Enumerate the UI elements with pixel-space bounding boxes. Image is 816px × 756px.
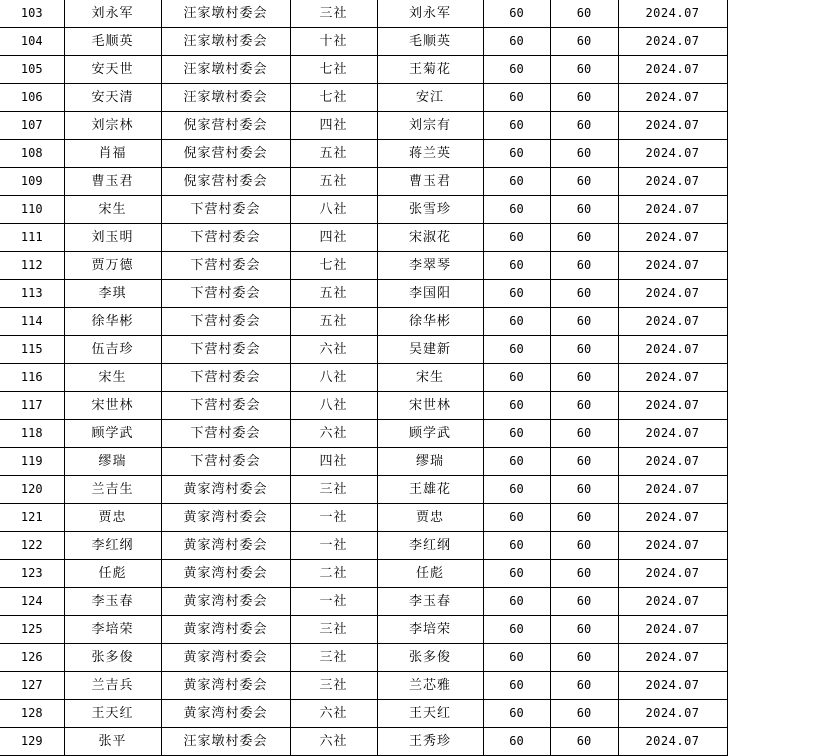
- cell-village: 黄家湾村委会: [161, 644, 290, 672]
- cell-group: 十社: [290, 28, 377, 56]
- cell-group: 八社: [290, 196, 377, 224]
- cell-group: 三社: [290, 476, 377, 504]
- cell-amount-b: 60: [550, 588, 618, 616]
- table-row: [0, 308, 727, 336]
- cell-village: 下营村委会: [161, 224, 290, 252]
- cell-date: 2024.07: [618, 364, 727, 392]
- cell-amount-b: 60: [550, 28, 618, 56]
- cell-payee: 王天红: [377, 700, 483, 728]
- cell-amount-b: 60: [550, 504, 618, 532]
- cell-group: 四社: [290, 224, 377, 252]
- table-row: [0, 224, 727, 252]
- cell-date: 2024.07: [618, 672, 727, 700]
- cell-row-number: 124: [0, 588, 64, 616]
- cell-name: 刘玉明: [64, 224, 161, 252]
- cell-row-number: 116: [0, 364, 64, 392]
- cell-row-number: 108: [0, 140, 64, 168]
- cell-group: 五社: [290, 140, 377, 168]
- cell-row-number: 126: [0, 644, 64, 672]
- cell-amount-a: 60: [483, 308, 550, 336]
- cell-group: 五社: [290, 280, 377, 308]
- table-row: [0, 420, 727, 448]
- cell-date: 2024.07: [618, 280, 727, 308]
- table-row: [0, 0, 727, 28]
- cell-village: 黄家湾村委会: [161, 560, 290, 588]
- cell-village: 倪家营村委会: [161, 112, 290, 140]
- cell-name: 宋生: [64, 364, 161, 392]
- cell-name: 安天清: [64, 84, 161, 112]
- cell-date: 2024.07: [618, 28, 727, 56]
- cell-group: 三社: [290, 672, 377, 700]
- cell-village: 黄家湾村委会: [161, 532, 290, 560]
- table-row: [0, 560, 727, 588]
- cell-name: 宋生: [64, 196, 161, 224]
- cell-village: 黄家湾村委会: [161, 700, 290, 728]
- cell-payee: 宋生: [377, 364, 483, 392]
- cell-amount-a: 60: [483, 560, 550, 588]
- cell-amount-a: 60: [483, 728, 550, 756]
- cell-group: 三社: [290, 0, 377, 28]
- cell-amount-b: 60: [550, 196, 618, 224]
- cell-row-number: 104: [0, 28, 64, 56]
- cell-date: 2024.07: [618, 112, 727, 140]
- cell-amount-b: 60: [550, 420, 618, 448]
- cell-name: 张平: [64, 728, 161, 756]
- cell-payee: 贾忠: [377, 504, 483, 532]
- cell-group: 八社: [290, 364, 377, 392]
- cell-payee: 蒋兰英: [377, 140, 483, 168]
- table-row: [0, 644, 727, 672]
- cell-amount-b: 60: [550, 644, 618, 672]
- cell-row-number: 106: [0, 84, 64, 112]
- cell-amount-a: 60: [483, 0, 550, 28]
- cell-payee: 李玉春: [377, 588, 483, 616]
- table-row: [0, 252, 727, 280]
- cell-date: 2024.07: [618, 644, 727, 672]
- table-row: [0, 504, 727, 532]
- cell-amount-b: 60: [550, 532, 618, 560]
- cell-name: 李琪: [64, 280, 161, 308]
- cell-row-number: 129: [0, 728, 64, 756]
- cell-date: 2024.07: [618, 224, 727, 252]
- cell-village: 下营村委会: [161, 196, 290, 224]
- cell-amount-a: 60: [483, 196, 550, 224]
- cell-amount-a: 60: [483, 504, 550, 532]
- cell-village: 下营村委会: [161, 308, 290, 336]
- cell-row-number: 120: [0, 476, 64, 504]
- cell-amount-b: 60: [550, 700, 618, 728]
- cell-amount-b: 60: [550, 364, 618, 392]
- cell-payee: 刘宗有: [377, 112, 483, 140]
- cell-payee: 安江: [377, 84, 483, 112]
- cell-payee: 王秀珍: [377, 728, 483, 756]
- cell-payee: 张雪珍: [377, 196, 483, 224]
- cell-village: 下营村委会: [161, 392, 290, 420]
- cell-date: 2024.07: [618, 392, 727, 420]
- cell-amount-b: 60: [550, 616, 618, 644]
- cell-amount-b: 60: [550, 280, 618, 308]
- cell-group: 四社: [290, 448, 377, 476]
- cell-row-number: 125: [0, 616, 64, 644]
- cell-date: 2024.07: [618, 56, 727, 84]
- cell-row-number: 119: [0, 448, 64, 476]
- cell-row-number: 118: [0, 420, 64, 448]
- cell-payee: 李红纲: [377, 532, 483, 560]
- cell-amount-a: 60: [483, 392, 550, 420]
- cell-village: 下营村委会: [161, 420, 290, 448]
- table-row: [0, 364, 727, 392]
- cell-amount-b: 60: [550, 140, 618, 168]
- cell-group: 五社: [290, 168, 377, 196]
- cell-village: 黄家湾村委会: [161, 672, 290, 700]
- cell-name: 肖福: [64, 140, 161, 168]
- table-row: [0, 84, 727, 112]
- cell-row-number: 128: [0, 700, 64, 728]
- table-row: [0, 336, 727, 364]
- cell-name: 刘宗林: [64, 112, 161, 140]
- cell-amount-b: 60: [550, 392, 618, 420]
- cell-amount-a: 60: [483, 616, 550, 644]
- cell-village: 黄家湾村委会: [161, 504, 290, 532]
- cell-amount-b: 60: [550, 672, 618, 700]
- cell-payee: 王菊花: [377, 56, 483, 84]
- cell-payee: 李培荣: [377, 616, 483, 644]
- cell-amount-a: 60: [483, 168, 550, 196]
- cell-date: 2024.07: [618, 140, 727, 168]
- cell-date: 2024.07: [618, 728, 727, 756]
- cell-date: 2024.07: [618, 420, 727, 448]
- cell-amount-a: 60: [483, 28, 550, 56]
- table-row: [0, 140, 727, 168]
- cell-amount-a: 60: [483, 140, 550, 168]
- cell-date: 2024.07: [618, 0, 727, 28]
- cell-village: 黄家湾村委会: [161, 476, 290, 504]
- cell-payee: 缪瑞: [377, 448, 483, 476]
- cell-row-number: 115: [0, 336, 64, 364]
- cell-payee: 任彪: [377, 560, 483, 588]
- cell-name: 刘永军: [64, 0, 161, 28]
- table-row: [0, 280, 727, 308]
- cell-name: 兰吉生: [64, 476, 161, 504]
- cell-amount-a: 60: [483, 224, 550, 252]
- cell-amount-a: 60: [483, 364, 550, 392]
- cell-date: 2024.07: [618, 532, 727, 560]
- cell-row-number: 111: [0, 224, 64, 252]
- cell-amount-a: 60: [483, 420, 550, 448]
- cell-row-number: 107: [0, 112, 64, 140]
- cell-group: 六社: [290, 700, 377, 728]
- cell-payee: 王雄花: [377, 476, 483, 504]
- table-row: [0, 672, 727, 700]
- cell-payee: 李翠琴: [377, 252, 483, 280]
- table-row: [0, 56, 727, 84]
- cell-amount-a: 60: [483, 644, 550, 672]
- cell-name: 伍吉珍: [64, 336, 161, 364]
- cell-name: 缪瑞: [64, 448, 161, 476]
- table-row: [0, 532, 727, 560]
- cell-payee: 刘永军: [377, 0, 483, 28]
- cell-village: 倪家营村委会: [161, 168, 290, 196]
- cell-payee: 张多俊: [377, 644, 483, 672]
- cell-village: 倪家营村委会: [161, 140, 290, 168]
- cell-village: 下营村委会: [161, 280, 290, 308]
- cell-amount-a: 60: [483, 56, 550, 84]
- cell-date: 2024.07: [618, 560, 727, 588]
- cell-payee: 曹玉君: [377, 168, 483, 196]
- cell-group: 七社: [290, 56, 377, 84]
- cell-date: 2024.07: [618, 168, 727, 196]
- cell-date: 2024.07: [618, 196, 727, 224]
- cell-amount-b: 60: [550, 252, 618, 280]
- cell-group: 三社: [290, 644, 377, 672]
- cell-group: 四社: [290, 112, 377, 140]
- cell-group: 二社: [290, 560, 377, 588]
- cell-name: 王天红: [64, 700, 161, 728]
- cell-payee: 李国阳: [377, 280, 483, 308]
- cell-group: 三社: [290, 616, 377, 644]
- cell-payee: 毛顺英: [377, 28, 483, 56]
- cell-group: 一社: [290, 504, 377, 532]
- cell-payee: 宋世林: [377, 392, 483, 420]
- cell-amount-a: 60: [483, 588, 550, 616]
- cell-amount-b: 60: [550, 112, 618, 140]
- table-row: [0, 588, 727, 616]
- cell-village: 汪家墩村委会: [161, 0, 290, 28]
- table-row: [0, 168, 727, 196]
- cell-name: 贾万德: [64, 252, 161, 280]
- cell-row-number: 117: [0, 392, 64, 420]
- cell-date: 2024.07: [618, 476, 727, 504]
- cell-row-number: 114: [0, 308, 64, 336]
- cell-group: 六社: [290, 728, 377, 756]
- cell-group: 一社: [290, 532, 377, 560]
- table-row: [0, 448, 727, 476]
- cell-name: 李红纲: [64, 532, 161, 560]
- cell-name: 徐华彬: [64, 308, 161, 336]
- cell-row-number: 127: [0, 672, 64, 700]
- cell-date: 2024.07: [618, 700, 727, 728]
- cell-row-number: 123: [0, 560, 64, 588]
- cell-amount-a: 60: [483, 448, 550, 476]
- cell-row-number: 109: [0, 168, 64, 196]
- cell-group: 六社: [290, 420, 377, 448]
- cell-group: 一社: [290, 588, 377, 616]
- cell-amount-b: 60: [550, 56, 618, 84]
- cell-village: 汪家墩村委会: [161, 84, 290, 112]
- cell-group: 七社: [290, 252, 377, 280]
- cell-amount-b: 60: [550, 84, 618, 112]
- cell-name: 安天世: [64, 56, 161, 84]
- cell-group: 七社: [290, 84, 377, 112]
- cell-village: 下营村委会: [161, 364, 290, 392]
- cell-amount-a: 60: [483, 672, 550, 700]
- cell-amount-b: 60: [550, 336, 618, 364]
- cell-group: 六社: [290, 336, 377, 364]
- cell-date: 2024.07: [618, 84, 727, 112]
- cell-amount-a: 60: [483, 700, 550, 728]
- table-row: [0, 700, 727, 728]
- cell-amount-a: 60: [483, 84, 550, 112]
- cell-date: 2024.07: [618, 448, 727, 476]
- cell-name: 任彪: [64, 560, 161, 588]
- table-row: [0, 616, 727, 644]
- cell-row-number: 112: [0, 252, 64, 280]
- cell-amount-b: 60: [550, 224, 618, 252]
- cell-date: 2024.07: [618, 588, 727, 616]
- cell-name: 张多俊: [64, 644, 161, 672]
- cell-payee: 兰芯雅: [377, 672, 483, 700]
- cell-row-number: 121: [0, 504, 64, 532]
- cell-amount-b: 60: [550, 448, 618, 476]
- cell-group: 八社: [290, 392, 377, 420]
- cell-amount-b: 60: [550, 168, 618, 196]
- cell-village: 下营村委会: [161, 448, 290, 476]
- cell-name: 顾学武: [64, 420, 161, 448]
- cell-name: 兰吉兵: [64, 672, 161, 700]
- cell-payee: 宋淑花: [377, 224, 483, 252]
- cell-amount-b: 60: [550, 0, 618, 28]
- cell-amount-b: 60: [550, 728, 618, 756]
- cell-amount-a: 60: [483, 336, 550, 364]
- cell-village: 汪家墩村委会: [161, 56, 290, 84]
- cell-amount-a: 60: [483, 280, 550, 308]
- table-row: [0, 28, 727, 56]
- cell-name: 宋世林: [64, 392, 161, 420]
- cell-name: 李培荣: [64, 616, 161, 644]
- cell-village: 下营村委会: [161, 252, 290, 280]
- cell-amount-a: 60: [483, 476, 550, 504]
- cell-village: 黄家湾村委会: [161, 616, 290, 644]
- cell-name: 贾忠: [64, 504, 161, 532]
- cell-amount-a: 60: [483, 252, 550, 280]
- cell-amount-b: 60: [550, 560, 618, 588]
- cell-row-number: 105: [0, 56, 64, 84]
- cell-group: 五社: [290, 308, 377, 336]
- table-row: [0, 392, 727, 420]
- cell-payee: 徐华彬: [377, 308, 483, 336]
- cell-amount-a: 60: [483, 112, 550, 140]
- cell-row-number: 122: [0, 532, 64, 560]
- cell-name: 曹玉君: [64, 168, 161, 196]
- cell-village: 汪家墩村委会: [161, 28, 290, 56]
- cell-village: 下营村委会: [161, 336, 290, 364]
- cell-date: 2024.07: [618, 616, 727, 644]
- cell-row-number: 113: [0, 280, 64, 308]
- cell-village: 黄家湾村委会: [161, 588, 290, 616]
- cell-payee: 顾学武: [377, 420, 483, 448]
- cell-village: 汪家墩村委会: [161, 728, 290, 756]
- cell-payee: 吴建新: [377, 336, 483, 364]
- table-row: [0, 476, 727, 504]
- cell-date: 2024.07: [618, 336, 727, 364]
- cell-name: 毛顺英: [64, 28, 161, 56]
- table-row: [0, 196, 727, 224]
- table-row: [0, 728, 727, 756]
- cell-date: 2024.07: [618, 504, 727, 532]
- cell-row-number: 103: [0, 0, 64, 28]
- cell-row-number: 110: [0, 196, 64, 224]
- cell-amount-b: 60: [550, 308, 618, 336]
- cell-date: 2024.07: [618, 308, 727, 336]
- cell-amount-b: 60: [550, 476, 618, 504]
- table-row: [0, 112, 727, 140]
- cell-date: 2024.07: [618, 252, 727, 280]
- cell-amount-a: 60: [483, 532, 550, 560]
- cell-name: 李玉春: [64, 588, 161, 616]
